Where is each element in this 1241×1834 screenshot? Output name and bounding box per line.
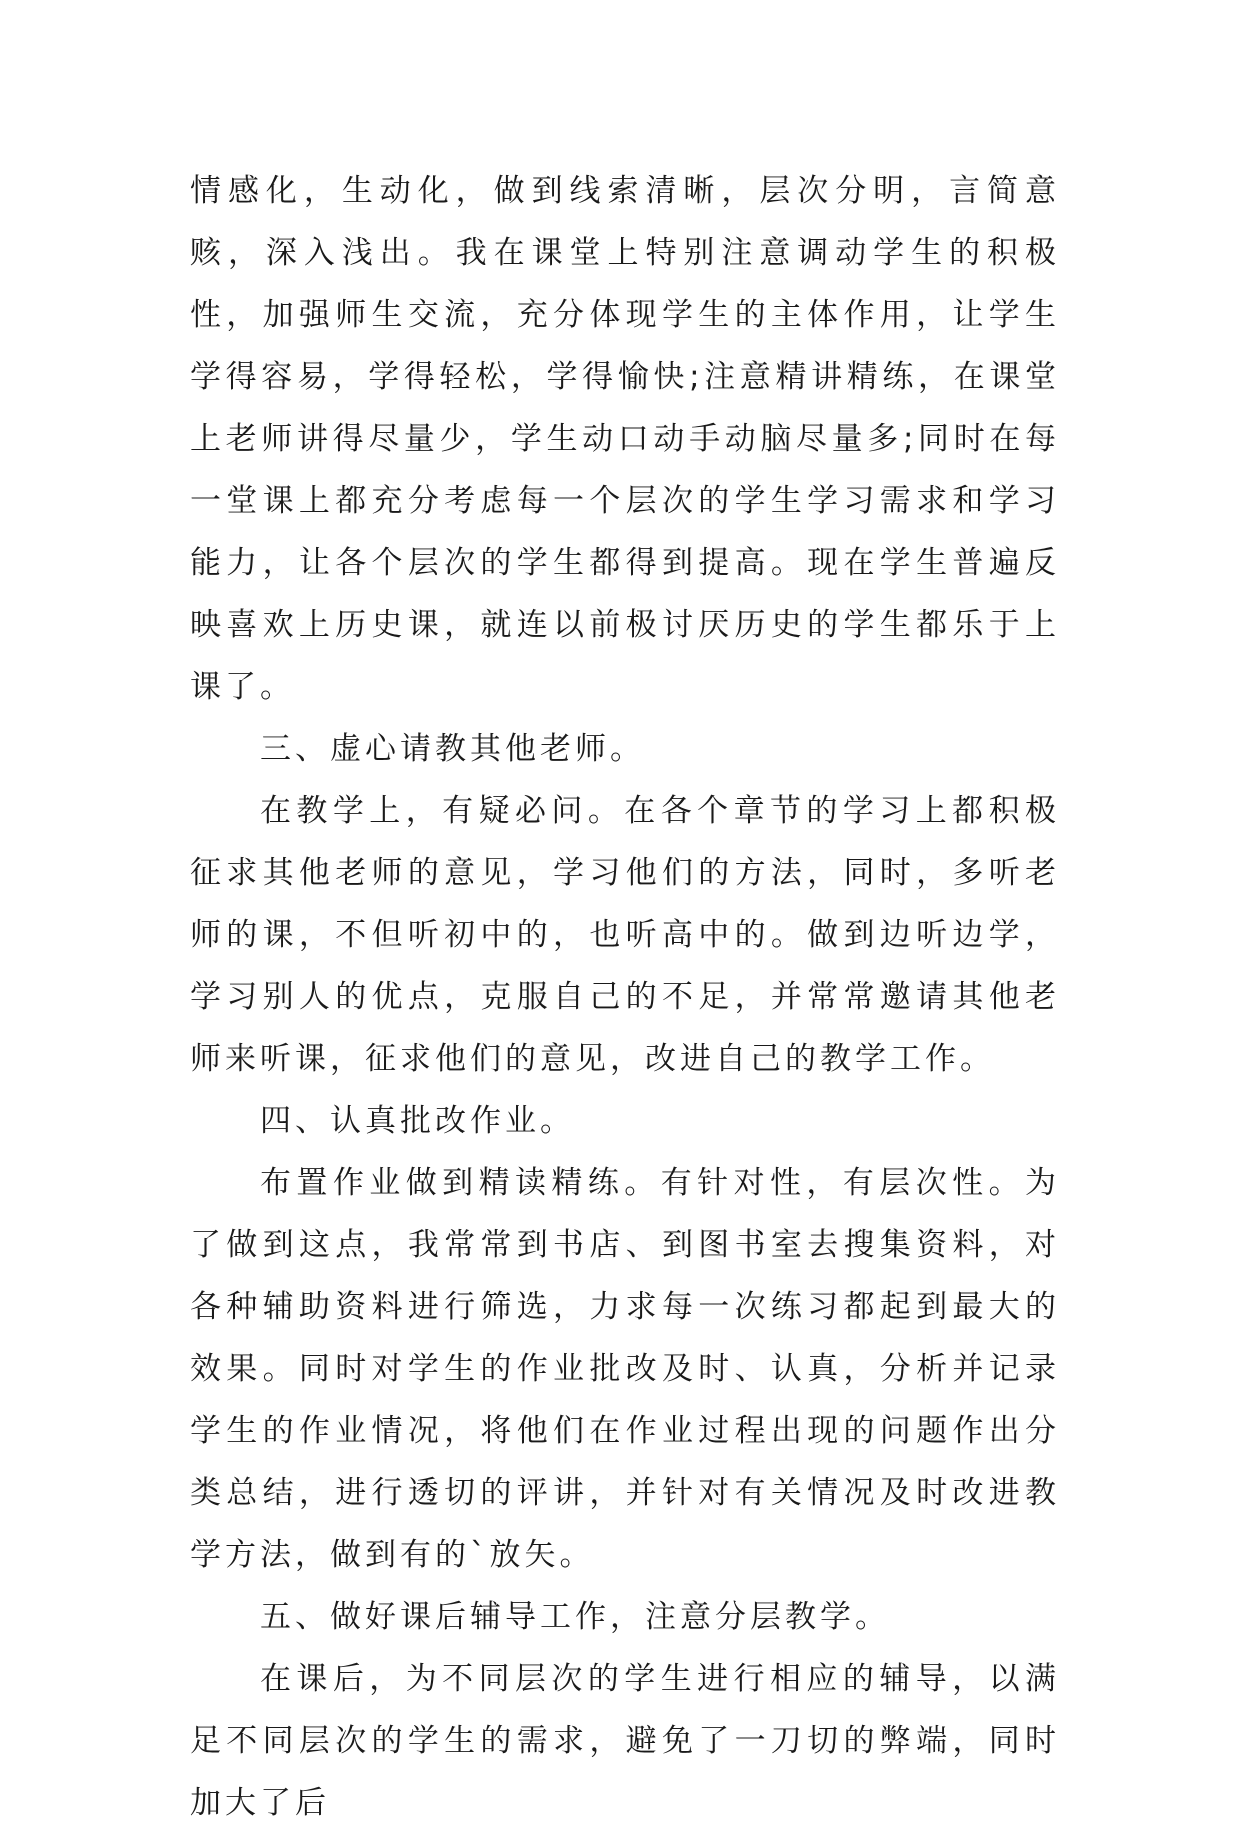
document-body [190, 160, 1060, 1834]
paragraph-consult-teachers: 在教学上，有疑必问。在各个章节的学习上都积极征求其他老师的意见，学习他们的方法，同时，多听老师的课，不但听初中的，也听高中的。做到边听边学，学习别人的优点，克服自己的不足，并常常邀请其他老师来听课，征求他们的意见，改进自己的教学工作。 [190, 793, 1060, 1077]
section-heading-3: 三、虚心请教其他老师。 [260, 731, 645, 767]
paragraph-after-class: 在课后，为不同层次的学生进行相应的辅导，以满足不同层次的学生的需求，避免了一刀切的弊端，同时加大了后 [190, 1661, 1060, 1821]
paragraph-teaching-method: 情感化，生动化，做到线索清晰，层次分明，言简意赅，深入浅出。我在课堂上特别注意调动学生的积极性，加强师生交流，充分体现学生的主体作用，让学生学得容易，学得轻松，学得愉快;注意精讲精练，在课堂上老师讲得尽量少，学生动口动手动脑尽量多;同时在每一堂课上都充分考虑每一个层次的学生学习需求和学习能力，让各个层次的学生都得到提高。现在学生普遍反映喜欢上历史课，就连以前极讨厌历史的学生都乐于上课了。 [190, 173, 1060, 705]
paragraph-homework: 布置作业做到精读精练。有针对性，有层次性。为了做到这点，我常常到书店、到图书室去搜集资料，对各种辅助资料进行筛选，力求每一次练习都起到最大的效果。同时对学生的作业批改及时、认真，分析并记录学生的作业情况，将他们在作业过程出现的问题作出分类总结，进行透切的评讲，并针对有关情况及时改进教学方法，做到有的`放矢。 [190, 1165, 1060, 1573]
section-heading-5: 五、做好课后辅导工作，注意分层教学。 [260, 1599, 890, 1635]
section-heading-4: 四、认真批改作业。 [260, 1103, 575, 1139]
